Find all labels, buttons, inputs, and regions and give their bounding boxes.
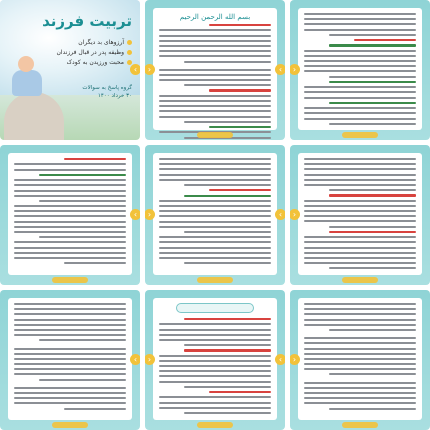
text-line [329,194,416,196]
text-line [304,392,416,394]
text-line [159,221,271,223]
text-line [39,174,126,176]
cover-bullet-text: محبت ورزیدن به کودک [66,59,124,66]
chevron-left-icon[interactable]: ‹ [275,209,285,220]
text-line [14,210,126,212]
text-line [329,44,416,46]
text-line [159,334,271,336]
cover-meta-line: گروه پاسخ به سوالات [82,85,132,91]
text-line [304,23,416,25]
card-body [8,298,132,420]
text-line [14,334,126,336]
text-line [304,303,416,305]
text-line [159,375,271,377]
text-line [159,110,271,112]
card-body [153,298,277,420]
basmala-heading: بسم الله الرحمن الرحیم [179,13,251,21]
text-line [159,355,271,357]
card-body [298,8,422,130]
text-line [159,236,271,238]
page-footer-chip [197,132,233,138]
text-line [159,396,271,398]
text-line [304,70,416,72]
text-line [14,324,126,326]
text-line [159,241,271,243]
text-line [14,252,126,254]
text-line [304,18,416,20]
text-line [159,257,271,259]
chevron-right-icon[interactable]: › [290,64,300,75]
bullet-dot-icon [127,50,132,55]
text-line [159,247,271,249]
content-card-5[interactable] [145,145,285,285]
text-line [304,60,416,62]
text-line [14,402,126,404]
text-line [304,324,416,326]
text-line [159,215,271,217]
text-line [14,363,126,365]
text-line [14,205,126,207]
text-line [304,387,416,389]
text-line [304,200,416,202]
text-line [304,241,416,243]
cover-meta [82,84,132,100]
text-line [64,408,126,410]
text-line [304,163,416,165]
text-line [14,348,126,350]
text-line [329,34,416,36]
text-line [304,402,416,404]
text-line [329,231,416,233]
text-line [159,50,271,52]
text-line [304,358,416,360]
card-body [153,8,277,130]
cover-child-body [12,70,42,96]
text-line [159,360,271,362]
text-line [159,55,271,57]
text-line [354,39,416,41]
text-line [14,358,126,360]
text-line [64,262,126,264]
text-line [304,257,416,259]
text-line [159,116,271,118]
text-line [159,100,271,102]
text-line [14,303,126,305]
text-line [159,226,271,228]
text-line [14,329,126,331]
text-line [304,205,416,207]
text-line [304,215,416,217]
text-line [14,257,126,259]
page-footer-chip [342,422,378,428]
cover-adult-figure [4,92,64,140]
text-line [304,91,416,93]
content-card-3[interactable] [290,0,430,140]
page-footer-chip [197,277,233,283]
chevron-right-icon[interactable]: › [145,64,155,75]
text-line [159,168,271,170]
text-line [159,79,271,81]
chevron-left-icon[interactable]: ‹ [275,64,285,75]
text-line [14,241,126,243]
text-line [159,402,271,404]
text-line [14,308,126,310]
text-line [14,373,126,375]
text-line [184,231,271,233]
chevron-right-icon[interactable]: › [145,209,155,220]
text-line [304,50,416,52]
text-line [184,318,271,320]
page-footer-chip [197,422,233,428]
bullet-dot-icon [127,40,132,45]
text-line [159,179,271,181]
text-line [14,231,126,233]
text-line [159,29,271,31]
content-card-6[interactable] [290,145,430,285]
text-line [14,387,126,389]
card-body [298,298,422,420]
text-line [184,262,271,264]
text-line [159,69,271,71]
text-line [209,89,271,91]
text-line [14,319,126,321]
text-line [14,397,126,399]
text-line [304,210,416,212]
text-line [14,226,126,228]
text-line [304,368,416,370]
text-line [304,382,416,384]
cover-meta-date: ۳۰ خرداد ۱۴۰۰ [97,93,132,99]
text-line [329,329,416,331]
text-line [14,184,126,186]
text-line [159,370,271,372]
text-line [304,168,416,170]
text-line [14,195,126,197]
text-line [304,319,416,321]
text-line [39,200,126,202]
text-line [329,226,416,228]
text-line [304,262,416,264]
text-line [304,112,416,114]
text-line [304,174,416,176]
text-line [329,373,416,375]
chevron-left-icon[interactable]: ‹ [130,354,140,365]
card-body [153,153,277,275]
text-line [14,163,126,165]
cover-bullet [57,58,133,68]
card-body [8,153,132,275]
page-footer-chip [52,277,88,283]
text-line [304,348,416,350]
text-line [159,174,271,176]
text-line [159,105,271,107]
text-line [159,339,271,341]
chevron-left-icon[interactable]: ‹ [130,64,140,75]
text-line [159,200,271,202]
text-line [159,252,271,254]
text-line [14,353,126,355]
cover-bullet [57,38,133,48]
content-card-4[interactable] [0,145,140,285]
text-line [184,61,271,63]
content-card-9[interactable] [290,290,430,430]
text-line [304,65,416,67]
chevron-left-icon[interactable]: ‹ [130,209,140,220]
text-line [14,368,126,370]
text-line [14,247,126,249]
text-line [304,220,416,222]
text-line [14,190,126,192]
text-line [64,158,126,160]
text-line [14,221,126,223]
chevron-left-icon[interactable]: ‹ [275,354,285,365]
text-line [304,363,416,365]
text-line [14,169,126,171]
section-header-bar [176,303,254,313]
text-line [329,102,416,104]
text-line [159,158,271,160]
text-line [159,95,271,97]
text-line [329,76,416,78]
page-footer-chip [342,132,378,138]
text-line [304,342,416,344]
text-line [159,205,271,207]
text-line [14,179,126,181]
text-line [209,126,271,128]
content-card-7[interactable] [0,290,140,430]
text-line [184,386,271,388]
text-line [304,252,416,254]
cover-bullet-text: آرزوهای بد دیگران [78,39,124,46]
text-line [184,84,271,86]
text-line [184,195,271,197]
text-line [304,158,416,160]
text-line [304,179,416,181]
chevron-right-icon[interactable]: › [290,354,300,365]
text-line [159,40,271,42]
text-line [184,184,271,186]
text-line [209,24,271,26]
text-line [159,35,271,37]
chevron-right-icon[interactable]: › [290,209,300,220]
text-line [14,313,126,315]
text-line [159,329,271,331]
text-line [159,45,271,47]
text-line [304,236,416,238]
text-line [159,210,271,212]
text-line [39,379,126,381]
cover-bullet-text: وظیفه پدر در قبال فرزندان [56,49,124,56]
text-line [209,189,271,191]
content-card-2[interactable] [145,0,285,140]
cover-card[interactable] [0,0,140,140]
text-line [304,397,416,399]
text-line [159,381,271,383]
text-line [304,86,416,88]
cover-child-head [18,56,34,72]
text-line [14,215,126,217]
text-line [304,353,416,355]
text-line [184,344,271,346]
text-line [304,13,416,15]
content-card-8[interactable] [145,290,285,430]
text-line [329,123,416,125]
text-line [304,337,416,339]
text-line [209,391,271,393]
text-line [304,184,416,186]
chevron-right-icon[interactable]: › [145,354,155,365]
cover-title: تربیت فرزند [42,12,132,30]
text-line [14,392,126,394]
page-footer-chip [342,277,378,283]
text-line [304,308,416,310]
text-line [304,97,416,99]
text-line [184,121,271,123]
text-line [159,323,271,325]
text-line [304,313,416,315]
card-body [298,153,422,275]
text-line [329,408,416,410]
text-line [304,107,416,109]
page-footer-chip [52,422,88,428]
text-line [304,29,416,31]
text-line [39,236,126,238]
text-line [329,189,416,191]
text-line [159,163,271,165]
text-line [184,412,271,414]
cover-bullets [57,38,133,68]
cover-bullet [57,48,133,58]
text-line [39,339,126,341]
text-line [329,267,416,269]
text-line [304,118,416,120]
text-line [329,81,416,83]
text-line [304,247,416,249]
text-line [159,365,271,367]
text-line [184,349,271,351]
text-line [159,407,271,409]
text-line [159,74,271,76]
text-line [304,55,416,57]
